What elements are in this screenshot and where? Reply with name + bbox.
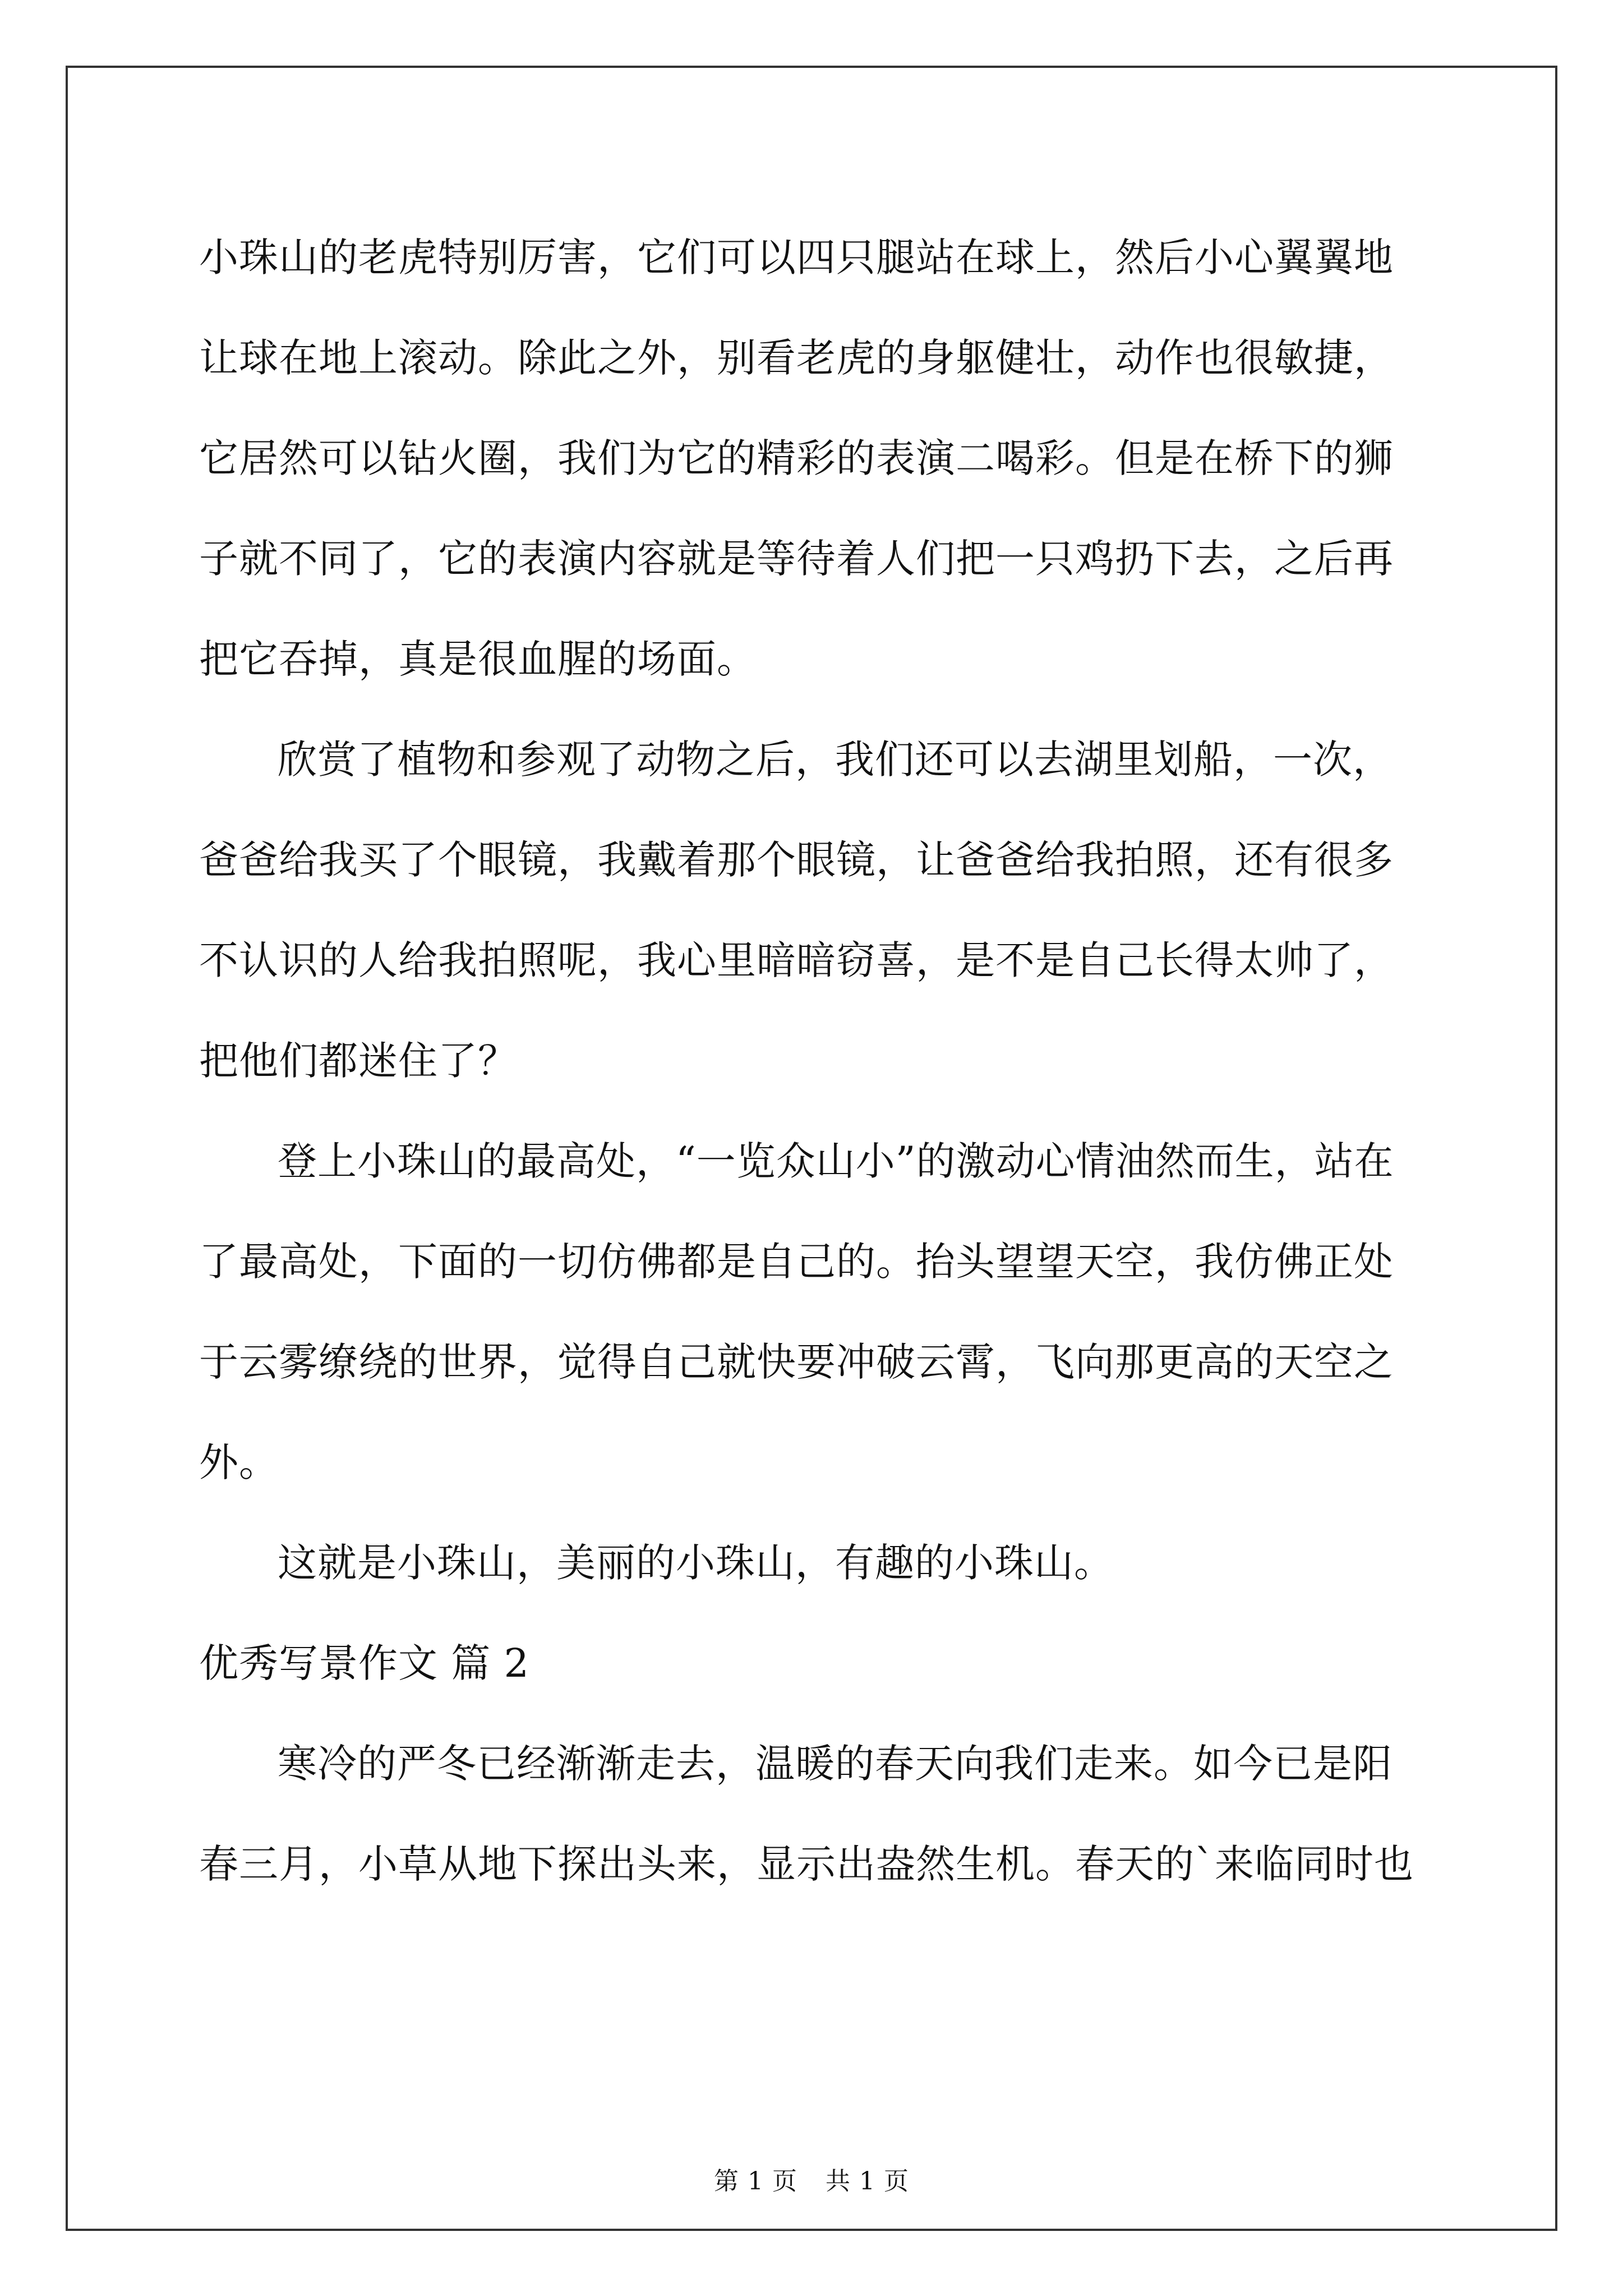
section-heading: 优秀写景作文 篇 2 [199,1640,530,1686]
document-body [199,208,1427,1915]
paragraph-spring: 寒冷的严冬已经渐渐走去，温暖的春天向我们走来。如今已是阳春三月，小草从地下探出头来，显示出盎然生机。春天的`来临同时也 [199,1741,1414,1887]
paragraph-conclusion: 这就是小珠山，美丽的小珠山，有趣的小珠山。 [278,1540,1114,1586]
page-footer [0,2161,1623,2197]
paragraph-summit: 登上小珠山的最高处，“一览众山小”的激动心情油然而生，站在了最高处，下面的一切仿佛都是自己的。抬头望望天空，我仿佛正处于云雾缭绕的世界，觉得自己就快要冲破云霄，飞向那更高的天空之外。 [199,1138,1394,1485]
paragraph-continuation: 小珠山的老虎特别厉害，它们可以四只腿站在球上，然后小心翼翼地让球在地上滚动。除此之外，别看老虎的身躯健壮，动作也很敏捷，它居然可以钻火圈，我们为它的精彩的表演二喝彩。但是在桥下的狮子就不同了，它的表演内容就是等待着人们把一只鸡扔下去，之后再把它吞掉，真是很血腥的场面。 [199,234,1394,682]
page-number: 第 1 页 [714,2167,797,2196]
page-total: 共 1 页 [826,2167,909,2196]
paragraph-boating: 欣赏了植物和参观了动物之后，我们还可以去湖里划船，一次，爸爸给我买了个眼镜，我戴着那个眼镜，让爸爸给我拍照，还有很多不认识的人给我拍照呢，我心里暗暗窃喜，是不是自己长得太帅了，把他们都迷住了？ [199,737,1394,1084]
